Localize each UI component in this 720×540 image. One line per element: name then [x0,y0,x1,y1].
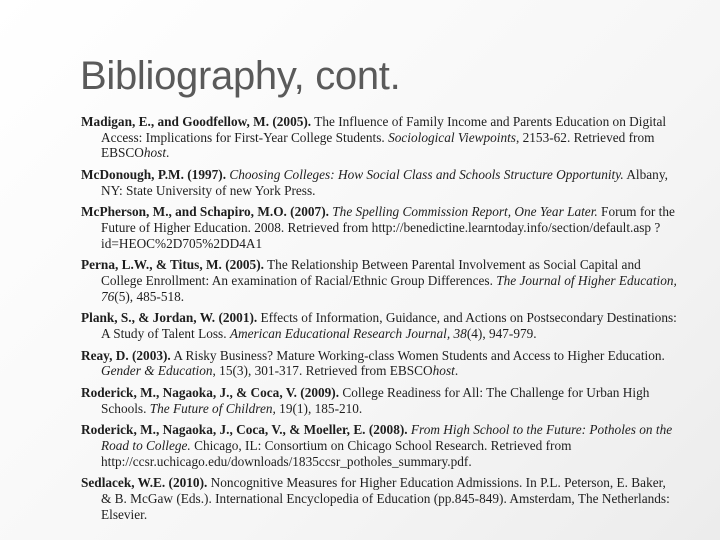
reference-plank: Plank, S., & Jordan, W. (2001). Effects of Information, Guidance, and Actions on Postsecondary Destinations: A Study of Talent Loss. American Educational Research Journal, 38(4), 947-979. [81,310,677,341]
slide-title: Bibliography, cont. [80,54,401,98]
reference-mcpherson: McPherson, M., and Schapiro, M.O. (2007). The Spelling Commission Report, One Year Later. Forum for the Future of Higher Education. 2008. Retrieved from http://benedictine.learntoday.info/section/default.asp ?id=HEOC%2D705%2DD4A1 [81,204,675,251]
reference-roderick-2008: Roderick, M., Nagaoka, J., Coca, V., & Moeller, E. (2008). From High School to the Future: Potholes on the Road to College. Chicago, IL: Consortium on Chicago School Research. Retrieved from http://ccsr.uchicago.edu/downloads/1835ccsr_potholes_summary.pdf. [81,422,673,469]
reference-roderick-2009: Roderick, M., Nagaoka, J., & Coca, V. (2009). College Readiness for All: The Challenge for Urban High Schools. The Future of Children, 19(1), 185-210. [81,385,650,416]
reference-list [81,114,679,528]
reference-reay: Reay, D. (2003). A Risky Business? Mature Working-class Women Students and Access to Higher Education. Gender & Education, 15(3), 301-317. Retrieved from EBSCOhost. [81,347,665,379]
reference-perna: Perna, L.W., & Titus, M. (2005). The Relationship Between Parental Involvement as Social Capital and College Enrollment: An examination of Racial/Ethnic Group Differences. The Journal of Higher Education, 76(5), 485-518. [81,257,677,304]
reference-sedlacek: Sedlacek, W.E. (2010). Noncognitive Measures for Higher Education Admissions. In P.L. Peterson, E. Baker, & B. McGaw (Eds.). International Encyclopedia of Education (pp.845-849). Amsterdam, The Netherlands: Elsevier. [81,475,670,522]
reference-mcdonough: McDonough, P.M. (1997). Choosing Colleges: How Social Class and Schools Structure Opportunity. Albany, NY: State University of new York Press. [81,166,668,198]
reference-madigan: Madigan, E., and Goodfellow, M. (2005). The Influence of Family Income and Parents Education on Digital Access: Implications for First-Year College Students. Sociological Viewpoints, 2153-62. Retrieved from EBSCOhost. [81,114,667,161]
